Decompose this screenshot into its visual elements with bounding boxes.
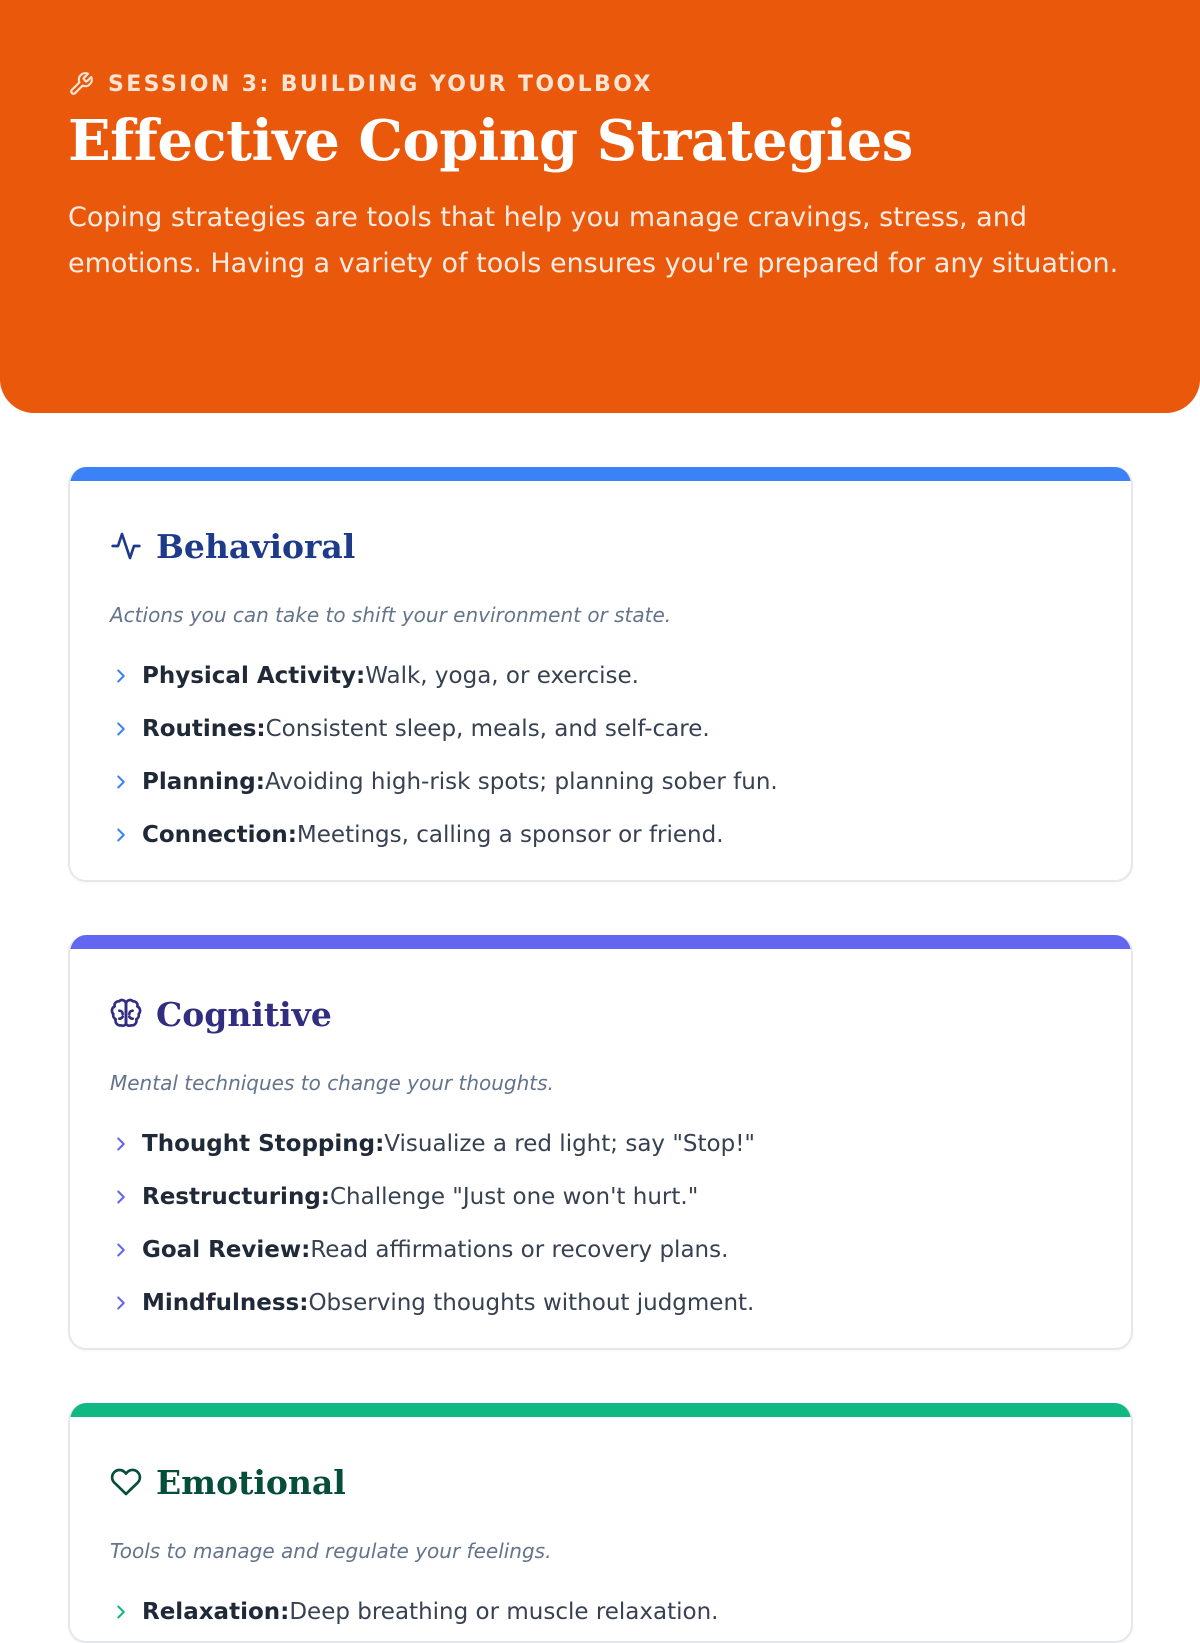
strategy-list	[110, 1585, 1131, 1638]
chevron-right-icon	[110, 824, 132, 846]
chevron-right-icon	[110, 771, 132, 793]
card-accent-bar	[70, 935, 1131, 949]
chevron-right-icon	[110, 1133, 132, 1155]
item-text: Walk, yoga, or exercise.	[365, 662, 639, 689]
chevron-right-icon	[110, 1186, 132, 1208]
item-text: Deep breathing or muscle relaxation.	[289, 1598, 719, 1625]
chevron-right-icon	[110, 1601, 132, 1623]
item-label: Routines:	[142, 715, 266, 742]
activity-icon	[110, 530, 142, 562]
strategy-list	[110, 1117, 1131, 1329]
cognitive-card	[68, 935, 1133, 1350]
item-label: Mindfulness:	[142, 1289, 309, 1316]
list-item	[110, 808, 1131, 861]
item-text: Visualize a red light; say "Stop!"	[384, 1130, 756, 1157]
card-title-label: Cognitive	[156, 994, 332, 1034]
session-eyebrow-label: SESSION 3: BUILDING YOUR TOOLBOX	[108, 71, 653, 97]
item-text: Observing thoughts without judgment.	[308, 1289, 755, 1316]
wrench-icon	[68, 71, 94, 97]
session-header	[0, 0, 1200, 413]
item-text: Challenge "Just one won't hurt."	[329, 1183, 699, 1210]
emotional-card	[68, 1403, 1133, 1643]
card-accent-bar	[70, 1403, 1131, 1417]
list-item	[110, 1170, 1131, 1223]
chevron-right-icon	[110, 718, 132, 740]
item-label: Goal Review:	[142, 1236, 311, 1263]
list-item	[110, 1585, 1131, 1638]
behavioral-card	[68, 467, 1133, 882]
list-item	[110, 1223, 1131, 1276]
list-item	[110, 702, 1131, 755]
chevron-right-icon	[110, 1292, 132, 1314]
chevron-right-icon	[110, 1239, 132, 1261]
card-title	[110, 521, 1131, 571]
list-item	[110, 755, 1131, 808]
list-item	[110, 649, 1131, 702]
item-label: Physical Activity:	[142, 662, 366, 689]
item-label: Thought Stopping:	[142, 1130, 385, 1157]
card-subtitle: Actions you can take to shift your environment or state.	[110, 603, 672, 627]
chevron-right-icon	[110, 665, 132, 687]
item-text: Avoiding high-risk spots; planning sober fun.	[264, 768, 778, 795]
card-subtitle: Mental techniques to change your thoughts.	[110, 1071, 554, 1095]
card-title	[110, 989, 1131, 1039]
brain-icon	[110, 998, 142, 1030]
intro-text: Coping strategies are tools that help you manage cravings, stress, and emotions. Having a variety of tools ensures you're prepared for any situation.	[68, 201, 1119, 279]
list-item	[110, 1117, 1131, 1170]
strategy-list	[110, 649, 1131, 861]
item-label: Relaxation:	[142, 1598, 290, 1625]
card-title-label: Behavioral	[156, 526, 356, 566]
list-item	[110, 1276, 1131, 1329]
item-text: Meetings, calling a sponsor or friend.	[296, 821, 724, 848]
card-subtitle: Tools to manage and regulate your feelings.	[110, 1539, 552, 1563]
card-title	[110, 1457, 1131, 1507]
item-label: Restructuring:	[142, 1183, 330, 1210]
session-eyebrow	[68, 66, 1132, 102]
heart-icon	[110, 1466, 142, 1498]
page-title: Effective Coping Strategies	[68, 108, 913, 174]
item-label: Connection:	[142, 821, 297, 848]
card-title-label: Emotional	[156, 1462, 346, 1502]
item-label: Planning:	[142, 768, 265, 795]
item-text: Read affirmations or recovery plans.	[310, 1236, 729, 1263]
item-text: Consistent sleep, meals, and self-care.	[265, 715, 710, 742]
card-accent-bar	[70, 467, 1131, 481]
